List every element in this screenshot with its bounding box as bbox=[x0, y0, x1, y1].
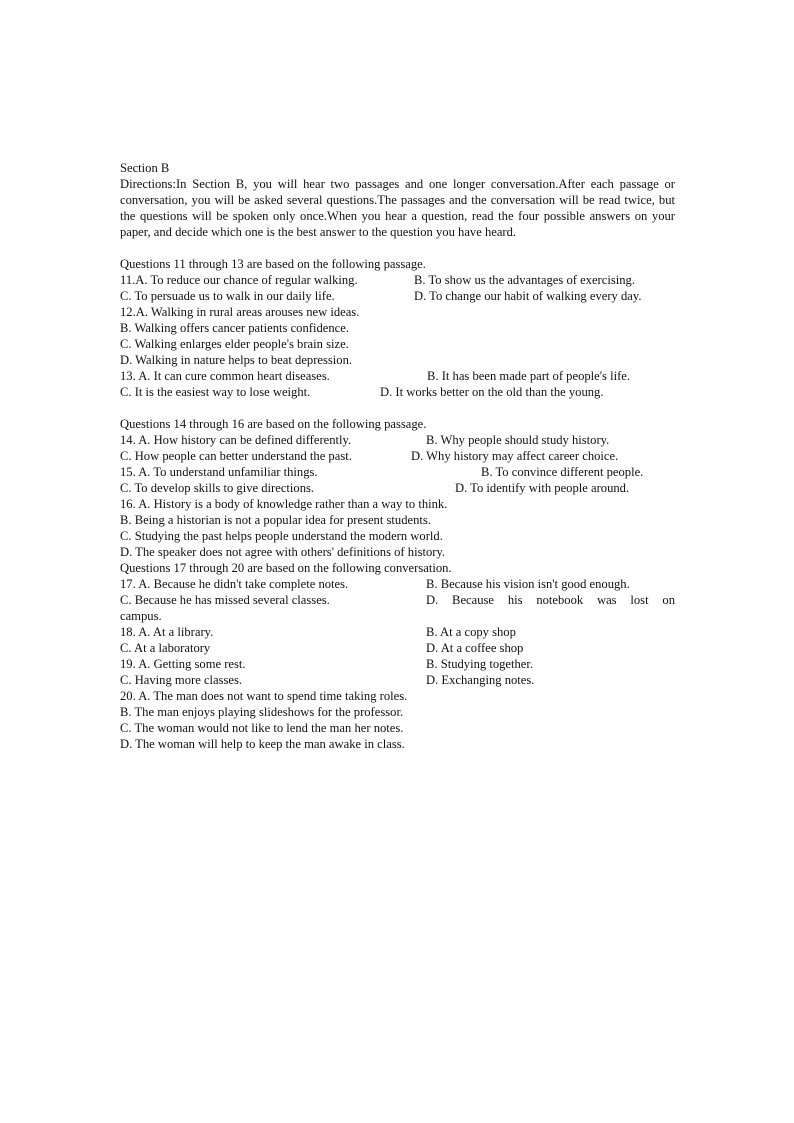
q13-option-d: D. It works better on the old than the young. bbox=[380, 385, 604, 399]
q18-option-b: B. At a copy shop bbox=[426, 625, 516, 639]
q11-option-c: C. To persuade us to walk in our daily life. bbox=[120, 289, 335, 303]
question-18-row-2 bbox=[120, 640, 675, 656]
q18-option-d: D. At a coffee shop bbox=[426, 641, 524, 655]
question-18-row-1 bbox=[120, 624, 675, 640]
q17-option-d-continued: campus. bbox=[120, 609, 162, 623]
section-directions: Directions:In Section B, you will hear two passages and one longer conversation.After each passage or conversation, you will be asked several questions.The passages and the conversation will be read twice, but the questions will be spoken only once.When you hear a question, read the four possible answers on your paper, and decide which one is the best answer to the question you have heard. bbox=[120, 177, 675, 239]
q13-option-c: C. It is the easiest way to lose weight. bbox=[120, 385, 311, 399]
section-title: Section B bbox=[120, 161, 170, 175]
q15-option-c: C. To develop skills to give directions. bbox=[120, 481, 315, 495]
q20-option-d: D. The woman will help to keep the man awake in class. bbox=[120, 737, 405, 751]
q14-option-a: 14. A. How history can be defined differently. bbox=[120, 433, 352, 447]
q11-option-a: 11.A. To reduce our chance of regular walking. bbox=[120, 273, 358, 287]
q17-option-a: 17. A. Because he didn't take complete notes. bbox=[120, 577, 349, 591]
question-17-row-1 bbox=[120, 576, 675, 592]
q18-option-c: C. At a laboratory bbox=[120, 641, 211, 655]
q19-option-c: C. Having more classes. bbox=[120, 673, 243, 687]
q12-option-d: D. Walking in nature helps to beat depression. bbox=[120, 353, 353, 367]
question-15-row-1 bbox=[120, 464, 675, 480]
question-17-row-2 bbox=[120, 592, 675, 608]
q18-option-a: 18. A. At a library. bbox=[120, 625, 214, 639]
exam-page bbox=[120, 160, 675, 752]
q15-option-d: D. To identify with people around. bbox=[455, 481, 630, 495]
question-11-row-2 bbox=[120, 288, 675, 304]
q17-option-b: B. Because his vision isn't good enough. bbox=[426, 577, 630, 591]
question-19-row-1 bbox=[120, 656, 675, 672]
q19-option-a: 19. A. Getting some rest. bbox=[120, 657, 246, 671]
q19-option-d: D. Exchanging notes. bbox=[426, 673, 535, 687]
q16-option-c: C. Studying the past helps people understand the modern world. bbox=[120, 529, 443, 543]
q13-option-b: B. It has been made part of people's life. bbox=[427, 369, 631, 383]
q12-option-a: 12.A. Walking in rural areas arouses new ideas. bbox=[120, 305, 360, 319]
q16-option-a: 16. A. History is a body of knowledge rather than a way to think. bbox=[120, 497, 448, 511]
question-15-row-2 bbox=[120, 480, 675, 496]
q20-option-b: B. The man enjoys playing slideshows for the professor. bbox=[120, 705, 404, 719]
q16-option-b: B. Being a historian is not a popular idea for present students. bbox=[120, 513, 431, 527]
q16-option-d: D. The speaker does not agree with others' definitions of history. bbox=[120, 545, 446, 559]
group-intro-17-20: Questions 17 through 20 are based on the following conversation. bbox=[120, 561, 452, 575]
question-14-row-2 bbox=[120, 448, 675, 464]
question-13-row-2 bbox=[120, 384, 675, 400]
question-11-row-1 bbox=[120, 272, 675, 288]
q20-option-a: 20. A. The man does not want to spend time taking roles. bbox=[120, 689, 408, 703]
q15-option-a: 15. A. To understand unfamiliar things. bbox=[120, 465, 318, 479]
question-13-row-1 bbox=[120, 368, 675, 384]
question-14-row-1 bbox=[120, 432, 675, 448]
q20-option-c: C. The woman would not like to lend the man her notes. bbox=[120, 721, 404, 735]
q12-option-b: B. Walking offers cancer patients confidence. bbox=[120, 321, 349, 335]
spacer bbox=[120, 240, 675, 256]
q14-option-d: D. Why history may affect career choice. bbox=[411, 449, 619, 463]
q11-option-b: B. To show us the advantages of exercising. bbox=[414, 273, 635, 287]
q14-option-b: B. Why people should study history. bbox=[426, 433, 610, 447]
q17-option-d: D. Because his notebook was lost on bbox=[426, 593, 675, 607]
q12-option-c: C. Walking enlarges elder people's brain size. bbox=[120, 337, 349, 351]
group-intro-14-16: Questions 14 through 16 are based on the following passage. bbox=[120, 417, 427, 431]
group-intro-11-13: Questions 11 through 13 are based on the following passage. bbox=[120, 257, 426, 271]
q15-option-b: B. To convince different people. bbox=[481, 465, 644, 479]
spacer bbox=[120, 400, 675, 416]
q17-option-c: C. Because he has missed several classes. bbox=[120, 593, 330, 607]
q13-option-a: 13. A. It can cure common heart diseases. bbox=[120, 369, 330, 383]
q19-option-b: B. Studying together. bbox=[426, 657, 534, 671]
q11-option-d: D. To change our habit of walking every day. bbox=[414, 289, 642, 303]
question-19-row-2 bbox=[120, 672, 675, 688]
q14-option-c: C. How people can better understand the past. bbox=[120, 449, 352, 463]
